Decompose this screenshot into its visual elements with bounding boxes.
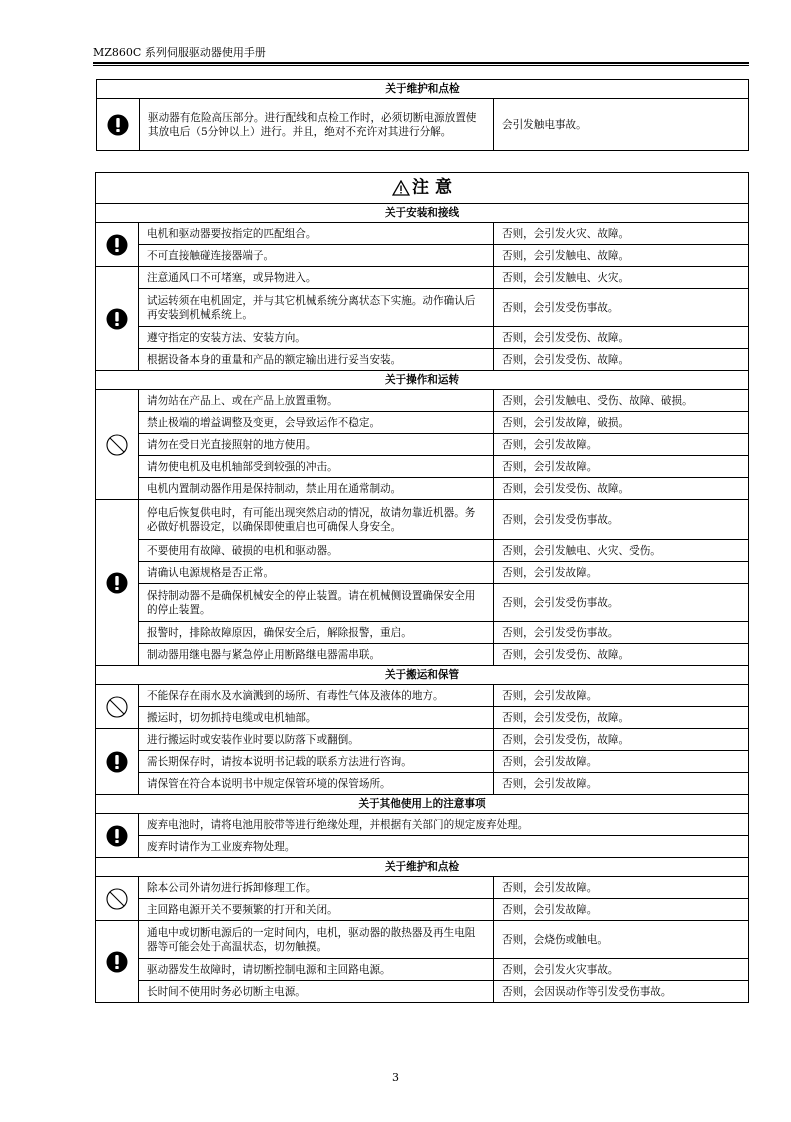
mandatory-icon [96, 921, 139, 1003]
row-result: 否则，会引发故障。 [494, 899, 749, 921]
row-result: 否则，会引发受伤事故。 [494, 622, 749, 644]
row-text: 电机和驱动器要按指定的匹配组合。 [139, 223, 494, 245]
section-title: 关于维护和点检 [96, 858, 749, 877]
prohibited-icon-glyph [106, 434, 128, 456]
row-result: 否则，会引发受伤、故障。 [494, 349, 749, 371]
row-text: 注意通风口不可堵塞，或异物进入。 [139, 267, 494, 289]
mandatory-icon [96, 223, 139, 267]
row-result: 否则，会烧伤或触电。 [494, 921, 749, 959]
row-result: 否则，会引发受伤、故障。 [494, 644, 749, 666]
row-result: 否则，会引发受伤事故。 [494, 500, 749, 540]
row-result: 否则，会引发故障。 [494, 751, 749, 773]
row-result: 否则，会引发受伤、故障。 [494, 327, 749, 349]
row-result: 否则，会引发受伤，故障。 [494, 729, 749, 751]
row-result: 否则，会引发触电、火灾、受伤。 [494, 540, 749, 562]
row-text: 需长期保存时，请按本说明书记载的联系方法进行咨询。 [139, 751, 494, 773]
row-result: 否则，会因误动作等引发受伤事故。 [494, 981, 749, 1003]
maintenance-danger-table [96, 79, 749, 151]
mandatory-icon [96, 729, 139, 795]
mandatory-icon [96, 814, 139, 858]
header-rule-thin [93, 65, 749, 66]
row-text: 禁止极端的增益调整及变更，会导致运作不稳定。 [139, 412, 494, 434]
mandatory-icon [96, 500, 139, 666]
mandatory-icon [96, 267, 139, 371]
row-result: 否则，会引发故障。 [494, 877, 749, 899]
row-text: 根据设备本身的重量和产品的额定输出进行妥当安装。 [139, 349, 494, 371]
prohibited-icon [96, 390, 139, 500]
row-text: 保持制动器不是确保机械安全的停止装置。请在机械侧设置确保安全用的停止装置。 [139, 584, 494, 622]
row-result: 否则，会引发受伤，故障。 [494, 707, 749, 729]
mandatory-icon-glyph [106, 572, 128, 594]
row-text: 停电后恢复供电时，有可能出现突然启动的情况，故请勿靠近机器。务必做好机器设定，以确保即使重启也可确保人身安全。 [139, 500, 494, 540]
prohibited-icon [96, 685, 139, 729]
row-text: 请勿站在产品上、或在产品上放置重物。 [139, 390, 494, 412]
row-result: 否则，会引发故障。 [494, 456, 749, 478]
row-result: 否则，会引发触电、故障。 [494, 245, 749, 267]
row-text: 试运转须在电机固定，并与其它机械系统分离状态下实施。动作确认后再安装到机械系统上。 [139, 289, 494, 327]
row-result: 否则，会引发触电、受伤、故障、破损。 [494, 390, 749, 412]
section-title: 关于维护和点检 [97, 80, 749, 99]
row-text: 请勿在受日光直接照射的地方使用。 [139, 434, 494, 456]
row-text: 废弃电池时，请将电池用胶带等进行绝缘处理，并根据有关部门的规定废弃处理。 [139, 814, 749, 836]
row-text: 请勿使电机及电机轴部受到较强的冲击。 [139, 456, 494, 478]
row-text: 遵守指定的安装方法、安装方向。 [139, 327, 494, 349]
mandatory-icon-glyph [106, 751, 128, 773]
row-text: 电机内置制动器作用是保持制动，禁止用在通常制动。 [139, 478, 494, 500]
row-result: 否则，会引发受伤事故。 [494, 289, 749, 327]
row-result: 否则，会引发受伤、故障。 [494, 478, 749, 500]
row-text: 除本公司外请勿进行拆卸修理工作。 [139, 877, 494, 899]
row-text: 请确认电源规格是否正常。 [139, 562, 494, 584]
page-number: 3 [392, 1071, 399, 1084]
row-text: 废弃时请作为工业废弃物处理。 [139, 836, 749, 858]
row-text: 驱动器发生故障时，请切断控制电源和主回路电源。 [139, 959, 494, 981]
row-text: 不可直接触碰连接器端子。 [139, 245, 494, 267]
row-text: 通电中或切断电源后的一定时间内，电机，驱动器的散热器及再生电阻器等可能会处于高温状态，切勿触摸。 [139, 921, 494, 959]
caution-title [96, 173, 749, 204]
prohibited-icon-glyph [106, 888, 128, 910]
row-text: 驱动器有危险高压部分。进行配线和点检工作时，必须切断电源放置使其放电后（5分钟以上）进行。并且，绝对不充许对其进行分解。 [140, 99, 494, 151]
prohibited-icon [96, 877, 139, 921]
section-title: 关于操作和运转 [96, 371, 749, 390]
row-result: 否则，会引发故障。 [494, 685, 749, 707]
section-title: 关于安装和接线 [96, 204, 749, 223]
mandatory-icon-glyph [106, 951, 128, 973]
row-text: 主回路电源开关不要频繁的打开和关闭。 [139, 899, 494, 921]
row-result: 否则，会引发火灾事故。 [494, 959, 749, 981]
row-text: 不能保存在雨水及水滴溅到的场所、有毒性气体及液体的地方。 [139, 685, 494, 707]
caution-title-text: 注 意 [412, 177, 452, 198]
row-result: 否则，会引发故障。 [494, 434, 749, 456]
caution-table [95, 172, 749, 1003]
row-text: 不要使用有故障、破损的电机和驱动器。 [139, 540, 494, 562]
header-rule [93, 62, 749, 64]
mandatory-icon [97, 99, 140, 151]
row-result: 否则，会引发受伤事故。 [494, 584, 749, 622]
row-text: 报警时，排除故障原因，确保安全后，解除报警，重启。 [139, 622, 494, 644]
row-text: 进行搬运时或安装作业时要以防落下或翻倒。 [139, 729, 494, 751]
row-result: 否则，会引发故障，破损。 [494, 412, 749, 434]
row-text: 制动器用继电器与紧急停止用断路继电器需串联。 [139, 644, 494, 666]
row-result: 否则，会引发火灾、故障。 [494, 223, 749, 245]
mandatory-icon-glyph [106, 234, 128, 256]
mandatory-icon-glyph [106, 308, 128, 330]
page-header: MZ860C 系列伺服驱动器使用手册 [93, 46, 266, 59]
row-result: 否则，会引发触电、火灾。 [494, 267, 749, 289]
prohibited-icon-glyph [106, 696, 128, 718]
section-title: 关于搬运和保管 [96, 666, 749, 685]
mandatory-icon-glyph [106, 825, 128, 847]
row-text: 长时间不使用时务必切断主电源。 [139, 981, 494, 1003]
row-text: 搬运时，切勿抓持电缆或电机轴部。 [139, 707, 494, 729]
row-text: 请保管在符合本说明书中规定保管环境的保管场所。 [139, 773, 494, 795]
section-title: 关于其他使用上的注意事项 [96, 795, 749, 814]
row-result: 否则，会引发故障。 [494, 562, 749, 584]
mandatory-icon-glyph [107, 114, 129, 136]
row-result: 会引发触电事故。 [494, 99, 749, 151]
warning-triangle-icon [392, 180, 410, 196]
row-result: 否则，会引发故障。 [494, 773, 749, 795]
